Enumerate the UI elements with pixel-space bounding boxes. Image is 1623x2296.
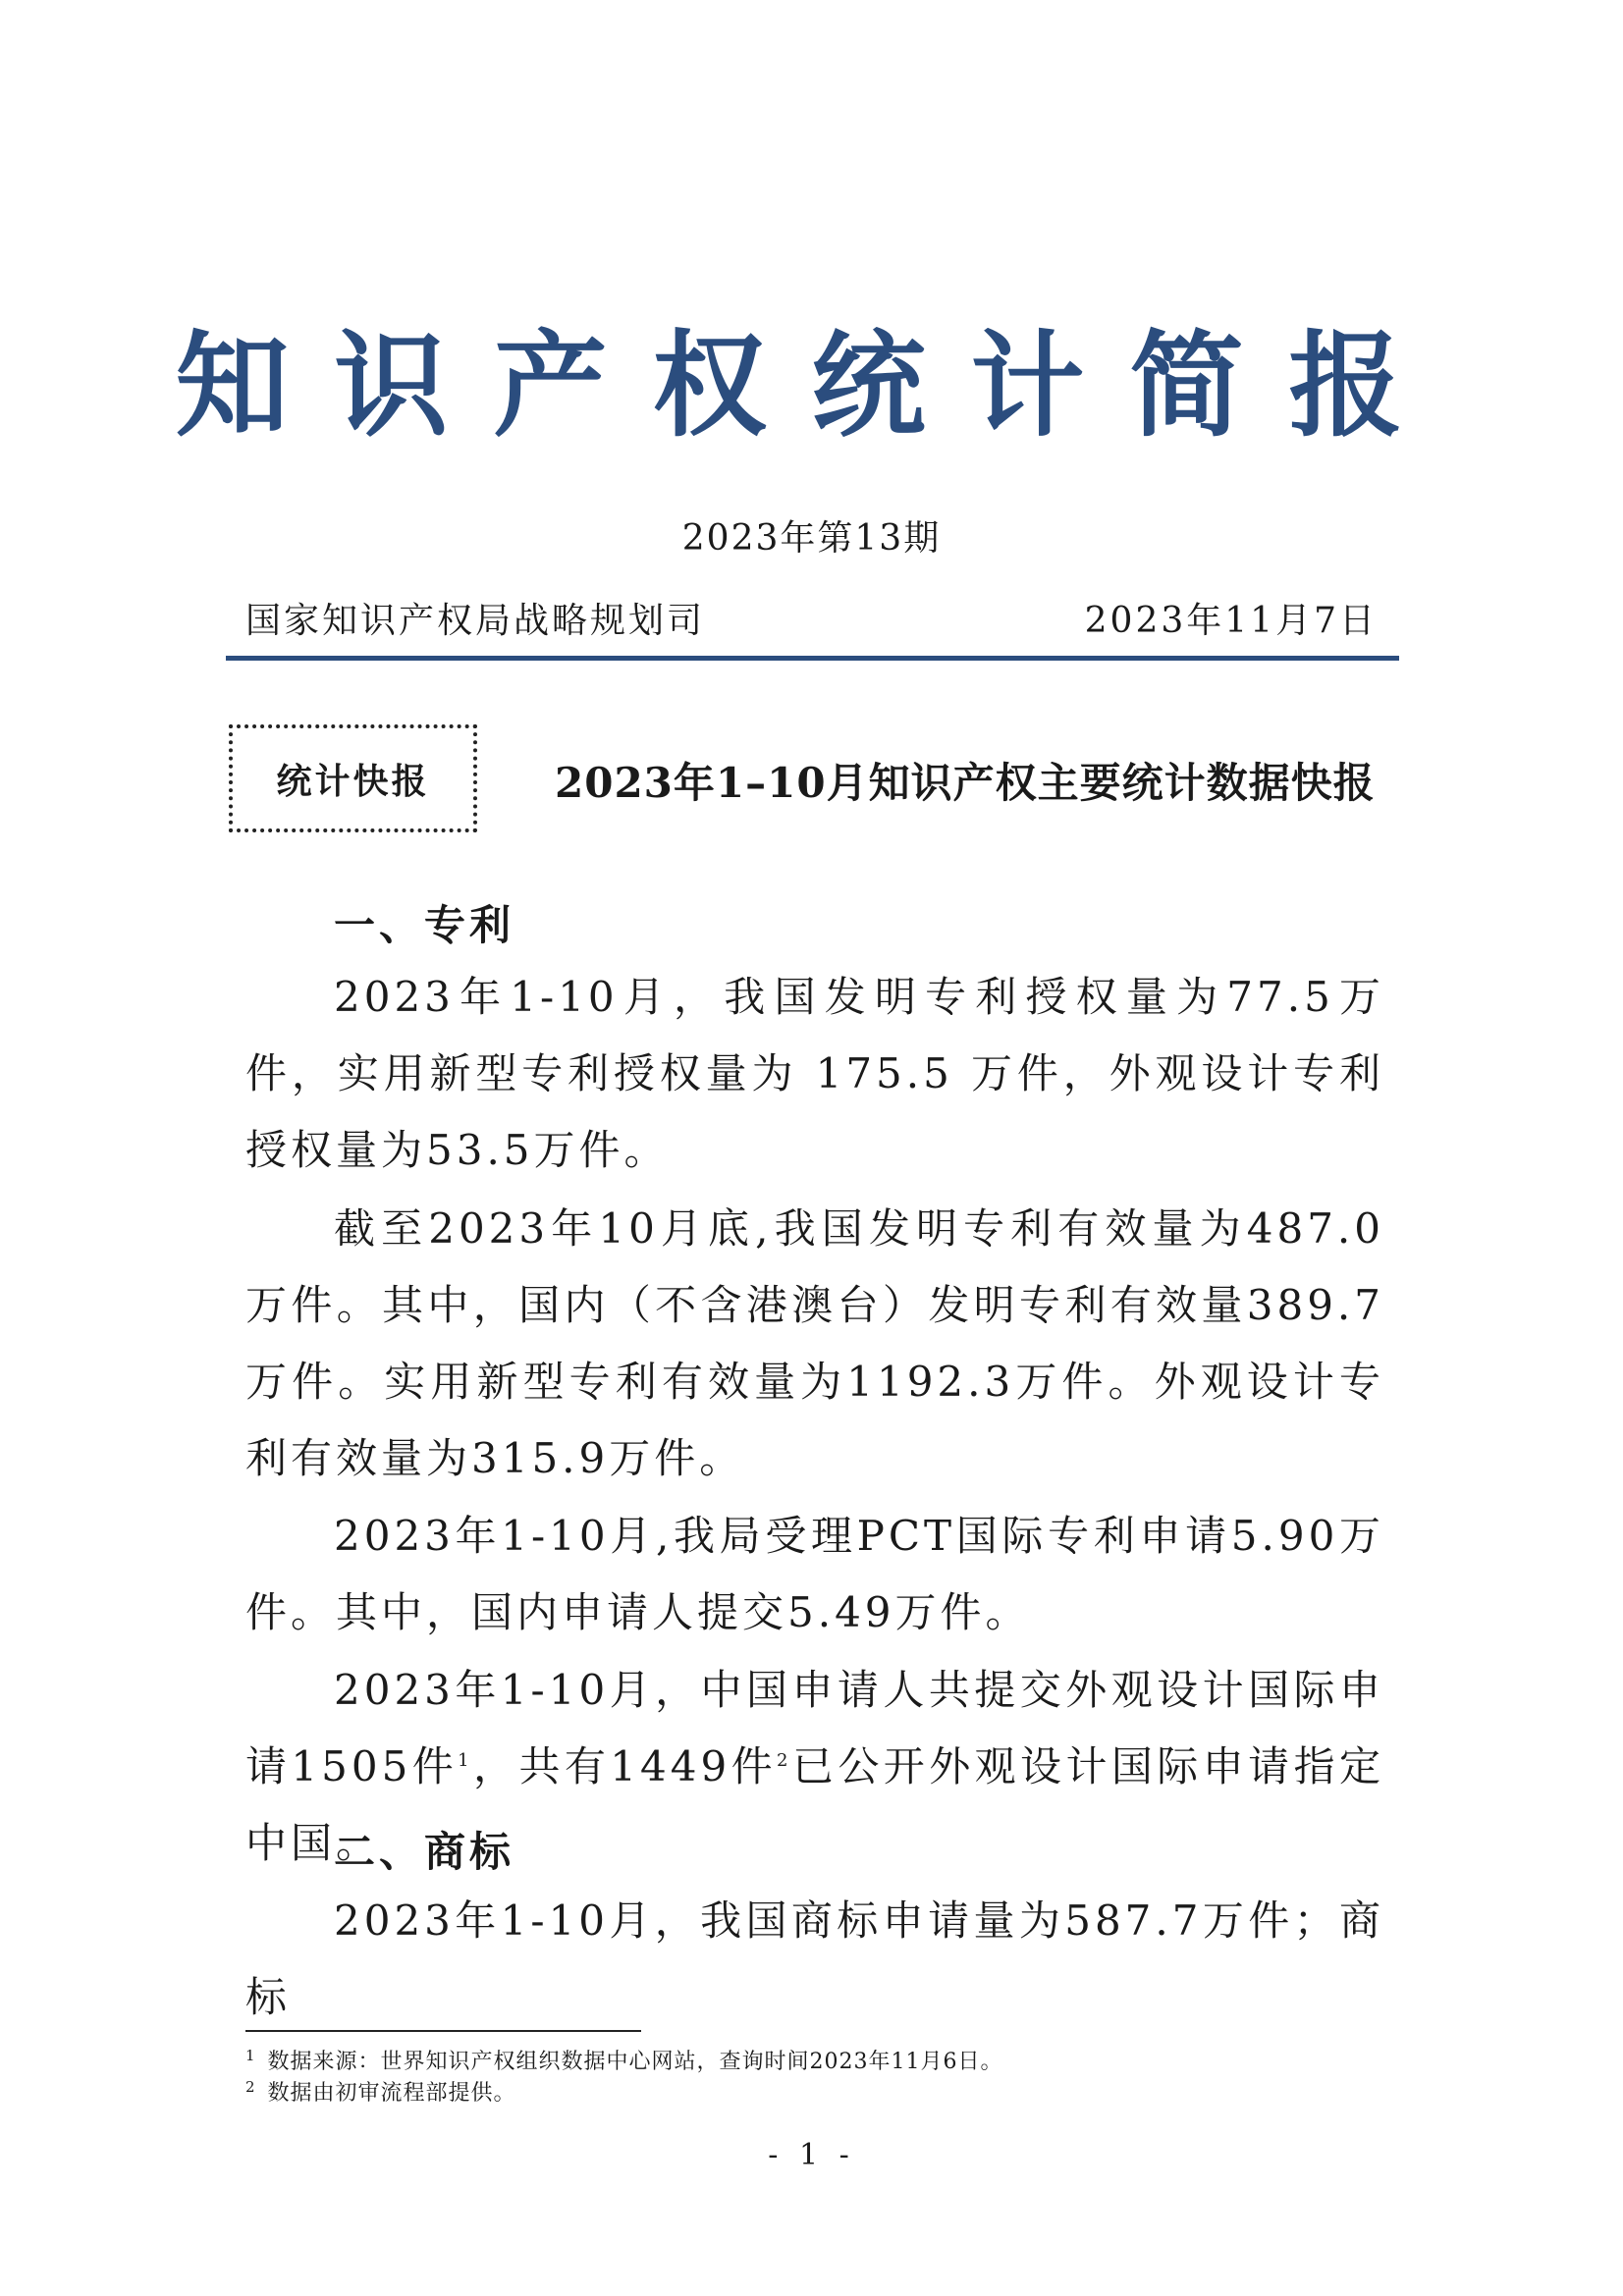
page-number: - 1 - (768, 2138, 855, 2172)
section-heading-patent: 一、专利 (334, 901, 515, 949)
footnote-2 (245, 2076, 516, 2107)
footnote-1 (245, 2045, 1003, 2075)
paragraph-pct: 2023年1-10月,我局受理PCT国际专利申请5.90万件。其中，国内申请人提交5.49万件。 (245, 1512, 1384, 1636)
category-badge: 统计快报 (229, 724, 477, 832)
paragraph-patent-grants: 2023年1-10月，我国发明专利授权量为77.5万件，实用新型专利授权量为 175.5 万件，外观设计专利授权量为53.5万件。 (245, 973, 1384, 1174)
paragraph-design-text-c: 已公开外观设计国际申请指定中国。 (245, 1742, 1384, 1867)
paragraph-design-text-a: 2023年1-10月，中国申请人共提交外观设计国际申请1505件 (245, 1666, 1384, 1790)
section-heading-trademark: 二、商标 (334, 1828, 515, 1876)
publication-date: 2023年11月7日 (1084, 601, 1378, 641)
footnote-ref-2: 2 (777, 1750, 792, 1771)
paragraph-design-text-b: ，共有1449件 (472, 1742, 778, 1790)
issue-number: 2023年第13期 (681, 518, 942, 559)
department-name: 国家知识产权局战略规划司 (245, 601, 706, 641)
article-headline: 2023年1–10月知识产权主要统计数据快报 (555, 759, 1376, 807)
footnote-ref-1: 1 (458, 1750, 473, 1771)
paragraph-trademark: 2023年1-10月，我国商标申请量为587.7万件；商标 (245, 1896, 1384, 2021)
footnote-mark: 1 (245, 2046, 256, 2064)
header-divider (226, 656, 1399, 661)
footnote-text: 数据由初审流程部提供。 (267, 2081, 516, 2106)
footnote-text: 数据来源：世界知识产权组织数据中心网站，查询时间2023年11月6日。 (267, 2050, 1003, 2074)
footnote-mark: 2 (245, 2077, 256, 2096)
footnote-divider (245, 2030, 641, 2032)
publication-title: 知识产权统计简报 (175, 319, 1448, 453)
paragraph-patent-valid: 截至2023年10月底,我国发明专利有效量为487.0万件。其中，国内（不含港澳台）发明专利有效量389.7万件。实用新型专利有效量为1192.3万件。外观设计专利有效量为315.9万件。 (245, 1204, 1384, 1482)
